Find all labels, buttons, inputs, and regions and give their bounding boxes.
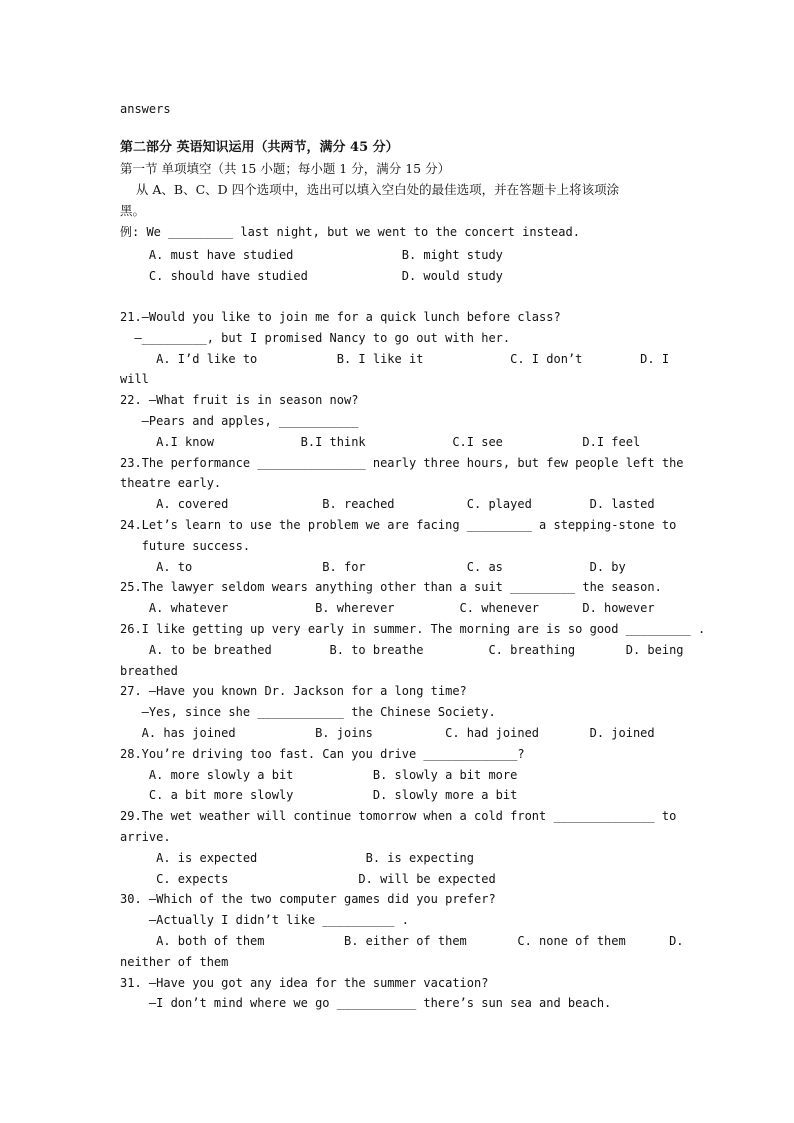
q24-stem-cont: future success. bbox=[120, 539, 251, 553]
example-options-2: C. should have studied D. would study bbox=[120, 269, 503, 283]
q24-options: A. to B. for C. as D. by bbox=[120, 560, 626, 574]
q22-reply: —Pears and apples, ___________ bbox=[120, 414, 359, 428]
instruction-line-1: 从 A、B、C、D 四个选项中，选出可以填入空白处的最佳选项，并在答题卡上将该项涂 bbox=[120, 182, 620, 197]
q29-options1: A. is expected B. is expecting bbox=[120, 851, 475, 865]
q22-options: A.I know B.I think C.I see D.I feel bbox=[120, 435, 641, 449]
q28-options2: C. a bit more slowly D. slowly more a bit bbox=[120, 788, 518, 802]
q30-options-cont: neither of them bbox=[120, 955, 229, 969]
q30-reply: —Actually I didn’t like __________ . bbox=[120, 913, 409, 927]
q21-options-cont: will bbox=[120, 372, 149, 386]
q21-reply: —_________, but I promised Nancy to go out with her. bbox=[120, 331, 511, 345]
q30-stem: 30. —Which of the two computer games did you prefer? bbox=[120, 892, 496, 906]
q22-stem: 22. —What fruit is in season now? bbox=[120, 393, 359, 407]
section-title: 第二部分 英语知识运用（共两节，满分 45 分） bbox=[120, 140, 399, 155]
q23-stem: 23.The performance _______________ nearly three hours, but few people left the bbox=[120, 456, 684, 470]
q26-stem: 26.I like getting up very early in summer. The morning are is so good _________ . bbox=[120, 622, 706, 636]
q29-stem: 29.The wet weather will continue tomorrow when a cold front ______________ to bbox=[120, 809, 677, 823]
q31-stem: 31. —Have you got any idea for the summer vacation? bbox=[120, 976, 489, 990]
example-options-1: A. must have studied B. might study bbox=[120, 248, 503, 262]
q21-options: A. I’d like to B. I like it C. I don’t D. I bbox=[120, 352, 670, 366]
q24-stem: 24.Let’s learn to use the problem we are facing _________ a stepping-stone to bbox=[120, 518, 677, 532]
q31-reply: —I don’t mind where we go ___________ there’s sun sea and beach. bbox=[120, 996, 612, 1010]
q29-stem-cont: arrive. bbox=[120, 830, 171, 844]
q25-stem: 25.The lawyer seldom wears anything other than a suit _________ the season. bbox=[120, 580, 662, 594]
q25-options: A. whatever B. wherever C. whenever D. however bbox=[120, 601, 655, 615]
example-stem: 例: We _________ last night, but we went to the concert instead. bbox=[120, 225, 580, 239]
q23-options: A. covered B. reached C. played D. lasted bbox=[120, 497, 655, 511]
q27-reply: —Yes, since she ____________ the Chinese Society. bbox=[120, 705, 496, 719]
header-text: answers bbox=[120, 102, 171, 116]
q28-stem: 28.You’re driving too fast. Can you drive _____________? bbox=[120, 747, 525, 761]
q27-options: A. has joined B. joins C. had joined D. joined bbox=[120, 726, 655, 740]
section-subtitle: 第一节 单项填空（共 15 小题；每小题 1 分，满分 15 分） bbox=[120, 161, 451, 176]
q27-stem: 27. —Have you known Dr. Jackson for a long time? bbox=[120, 684, 467, 698]
q21-stem: 21.—Would you like to join me for a quick lunch before class? bbox=[120, 310, 561, 324]
q30-options: A. both of them B. either of them C. none of them D. bbox=[120, 934, 684, 948]
q28-options1: A. more slowly a bit B. slowly a bit more bbox=[120, 768, 518, 782]
q26-options: A. to be breathed B. to breathe C. breathing D. being bbox=[120, 643, 684, 657]
instruction-line-2: 黑。 bbox=[120, 203, 146, 218]
q23-stem-cont: theatre early. bbox=[120, 476, 222, 490]
q29-options2: C. expects D. will be expected bbox=[120, 872, 496, 886]
q26-options-cont: breathed bbox=[120, 664, 178, 678]
